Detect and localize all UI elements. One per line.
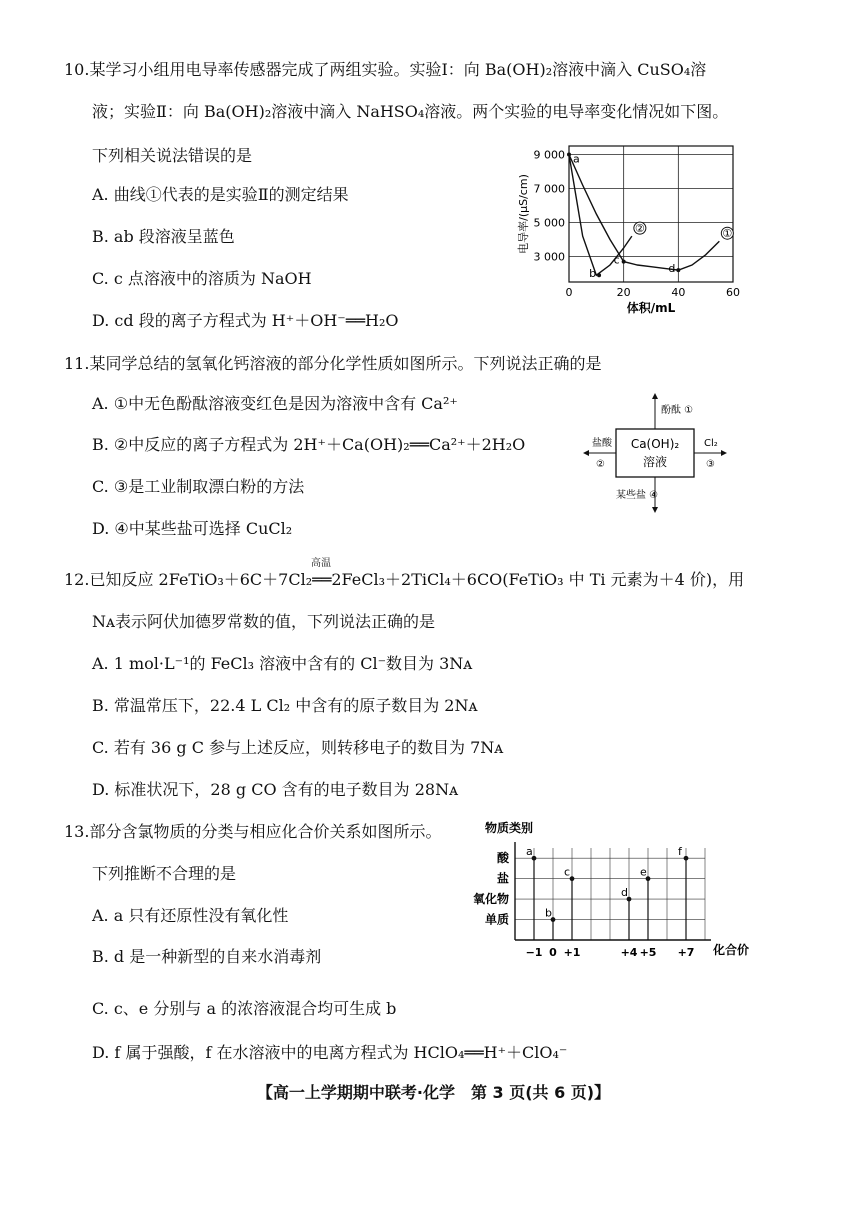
q13-option-a: A. a 只有还原性没有氧化性 [92, 906, 289, 925]
q12-option-d: D. 标准状况下，28 g CO 含有的电子数目为 28Nᴀ [92, 780, 459, 799]
left-label-2: ② [596, 459, 605, 470]
q10-stem-line3: 下列相关说法错误的是 [92, 146, 253, 165]
q12-stem-line2: Nᴀ表示阿伏加德罗常数的值，下列说法正确的是 [92, 612, 436, 631]
point-label: c [613, 253, 620, 267]
y-axis-title: 物质类别 [485, 821, 534, 835]
top-label: 酚酞 ① [661, 405, 694, 416]
q11-stem: 11.某同学总结的氢氧化钙溶液的部分化学性质如图所示。下列说法正确的是 [64, 354, 602, 373]
q10-option-d: D. cd 段的离子方程式为 H⁺＋OH⁻══H₂O [92, 311, 399, 330]
q11-option-a: A. ①中无色酚酞溶液变红色是因为溶液中含有 Ca²⁺ [92, 394, 458, 413]
category-label: 盐 [496, 871, 509, 886]
q11-option-c: C. ③是工业制取漂白粉的方法 [92, 477, 305, 496]
point-label: a [526, 845, 533, 859]
q10-option-b: B. ab 段溶液呈蓝色 [92, 227, 235, 246]
bottom-label: 某些盐 ④ [616, 490, 659, 501]
q13-stem-line2: 下列推断不合理的是 [92, 864, 237, 883]
q10-option-c: C. c 点溶液中的溶质为 NaOH [92, 269, 312, 288]
x-axis-label: 体积/mL [626, 301, 676, 315]
conductivity-chart [505, 136, 755, 316]
q11-option-b: B. ②中反应的离子方程式为 2H⁺＋Ca(OH)₂══Ca²⁺＋2H₂O [92, 435, 526, 454]
x-tick-label: +4 [620, 946, 638, 958]
point-label: d [668, 262, 676, 276]
plot-frame [569, 146, 733, 282]
point-d [676, 268, 680, 272]
q12-option-a: A. 1 mol·L⁻¹的 FeCl₃ 溶液中含有的 Cl⁻数目为 3Nᴀ [92, 654, 473, 673]
x-tick-label: +1 [563, 946, 581, 958]
x-tick-label: −1 [525, 946, 543, 958]
q13-option-d: D. f 属于强酸，f 在水溶液中的电离方程式为 HClO₄══H⁺＋ClO₄⁻ [92, 1043, 568, 1062]
series-name-label: ① [722, 227, 733, 241]
category-label: 氧化物 [472, 892, 509, 907]
x-tick-label: 0 [549, 946, 557, 958]
point-c [622, 260, 626, 264]
x-axis-title: 化合价 [713, 943, 750, 957]
q10-stem-line2: 液；实验Ⅱ：向 Ba(OH)₂溶液中滴入 NaHSO₄溶液。两个实验的电导率变化情况如下图。 [92, 102, 729, 121]
series-line-1 [569, 152, 719, 271]
point-label: f [678, 845, 682, 859]
right-label-2: ③ [706, 459, 715, 470]
point-label: d [621, 886, 628, 900]
x-tick-label: 60 [726, 286, 740, 299]
y-tick-label: 9 000 [533, 148, 565, 162]
chlorine-valence-chart [455, 818, 755, 958]
y-tick-label: 5 000 [533, 216, 565, 230]
point-label: e [640, 865, 647, 879]
q13-stem-line1: 13.部分含氯物质的分类与相应化合价关系如图所示。 [64, 822, 442, 841]
series-name-label: ② [634, 222, 645, 236]
category-label: 单质 [484, 912, 509, 927]
point-label: c [564, 865, 571, 879]
series-line-2 [569, 152, 632, 276]
q11-option-d: D. ④中某些盐可选择 CuCl₂ [92, 519, 293, 538]
q12-option-b: B. 常温常压下，22.4 L Cl₂ 中含有的原子数目为 2Nᴀ [92, 696, 478, 715]
y-axis-label: 电导率/(μS/cm) [517, 174, 530, 254]
y-tick-label: 7 000 [533, 182, 565, 196]
point-b [597, 273, 601, 277]
page-footer: 【高一上学期期中联考·化学 第 3 页(共 6 页)】 [256, 1083, 611, 1102]
point-f [684, 856, 689, 861]
x-tick-label: 0 [565, 286, 573, 299]
q13-option-b: B. d 是一种新型的自来水消毒剂 [92, 947, 322, 966]
q10-stem-line1: 10.某学习小组用电导率传感器完成了两组实验。实验Ⅰ：向 Ba(OH)₂溶液中滴入 CuSO₄溶 [64, 60, 707, 79]
point-label: a [573, 152, 580, 166]
point-c [570, 876, 575, 881]
x-tick-label: +5 [639, 946, 657, 958]
point-a [567, 153, 571, 157]
calcium-hydroxide-diagram [580, 388, 730, 518]
q10-option-a: A. 曲线①代表的是实验Ⅱ的测定结果 [92, 185, 349, 204]
x-tick-label: +7 [677, 946, 695, 958]
point-label: b [589, 267, 597, 281]
q12-condition: 高温 [311, 558, 331, 569]
y-tick-label: 3 000 [533, 250, 565, 264]
center-label-2: 溶液 [642, 455, 668, 469]
category-label: 酸 [496, 851, 509, 866]
x-tick-label: 20 [616, 286, 631, 299]
x-tick-label: 40 [671, 286, 686, 299]
q12-option-c: C. 若有 36 g C 参与上述反应，则转移电子的数目为 7Nᴀ [92, 738, 504, 757]
left-label-1: 盐酸 [592, 438, 612, 449]
center-label-1: Ca(OH)₂ [630, 437, 680, 451]
q12-stem-line1: 12.已知反应 2FeTiO₃＋6C＋7Cl₂══2FeCl₃＋2TiCl₄＋6CO(FeTiO₃ 中 Ti 元素为＋4 价)，用 [64, 570, 745, 589]
q13-option-c: C. c、e 分别与 a 的浓溶液混合均可生成 b [92, 999, 397, 1018]
right-label-1: Cl₂ [704, 438, 718, 449]
point-label: b [545, 906, 552, 920]
